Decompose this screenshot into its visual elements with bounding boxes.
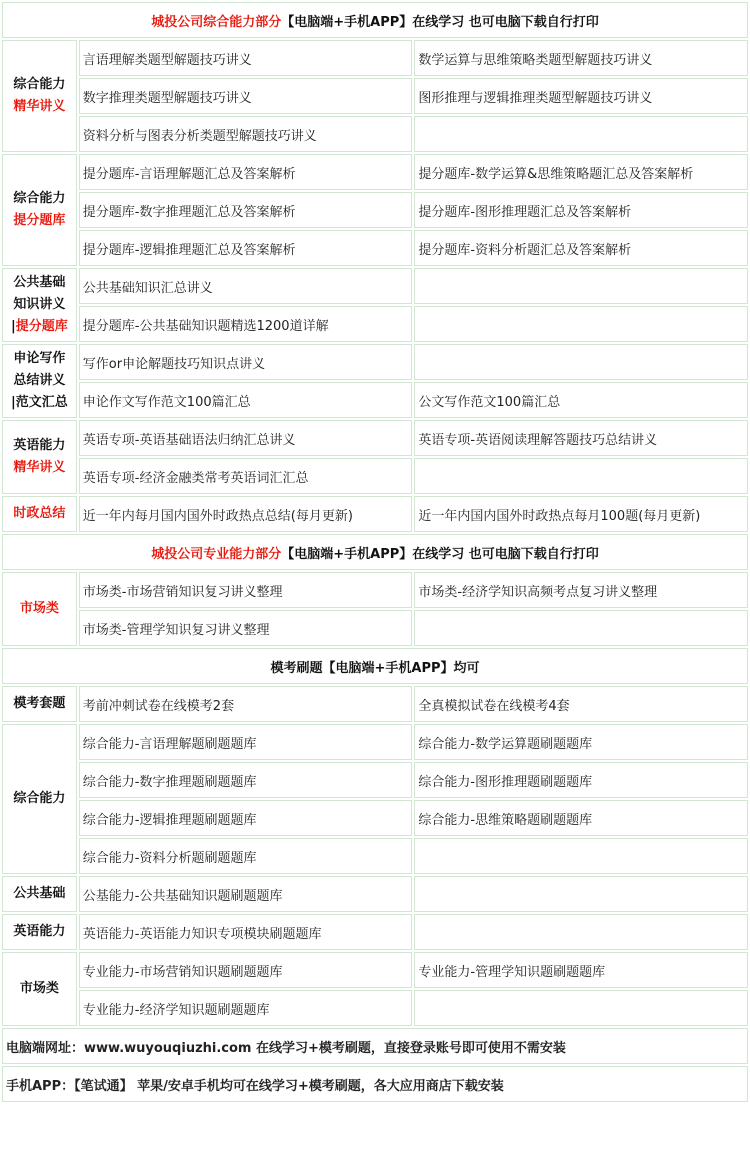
course-item[interactable]: 近一年内国内国外时政热点每月100题(每月更新): [414, 496, 748, 532]
category-label-text: 模考套题: [13, 696, 66, 711]
course-item[interactable]: 提分题库-图形推理题汇总及答案解析: [414, 192, 748, 228]
category-label-text: 提分题库: [13, 213, 66, 228]
table-row: [2, 230, 748, 266]
table-row: [2, 876, 748, 912]
table-row: [2, 78, 748, 114]
course-item[interactable]: 市场类-管理学知识复习讲义整理: [79, 610, 413, 646]
category-label-text: 总结讲义: [13, 373, 66, 388]
category-label: [2, 952, 77, 1026]
course-item[interactable]: 市场类-市场营销知识复习讲义整理: [79, 572, 413, 608]
empty-cell: [414, 306, 748, 342]
category-label: [2, 344, 77, 418]
category-label-text: |: [11, 319, 16, 334]
category-label: [2, 420, 77, 494]
course-item[interactable]: 综合能力-思维策略题刷题题库: [414, 800, 748, 836]
course-item[interactable]: 言语理解类题型解题技巧讲义: [79, 40, 413, 76]
category-label-text: 综合能力: [13, 791, 66, 806]
table-row: [2, 420, 748, 456]
course-item[interactable]: 提分题库-资料分析题汇总及答案解析: [414, 230, 748, 266]
table-row: [2, 724, 748, 760]
label-line: [6, 272, 73, 294]
course-item[interactable]: 综合能力-数字推理题刷题题库: [79, 762, 413, 798]
label-line: [6, 883, 73, 905]
empty-cell: [414, 876, 748, 912]
table-row: [2, 800, 748, 836]
table-row: [2, 382, 748, 418]
label-line: [6, 210, 73, 232]
table-row: [2, 154, 748, 190]
category-label-text: |范文汇总: [11, 395, 68, 410]
course-item[interactable]: 英语专项-经济金融类常考英语词汇汇总: [79, 458, 413, 494]
course-item[interactable]: 提分题库-公共基础知识题精选1200道详解: [79, 306, 413, 342]
category-label-text: 提分题库: [15, 319, 68, 334]
table-row: [2, 572, 748, 608]
course-item[interactable]: 资料分析与图表分析类题型解题技巧讲义: [79, 116, 413, 152]
course-item[interactable]: 市场类-经济学知识高频考点复习讲义整理: [414, 572, 748, 608]
empty-cell: [414, 914, 748, 950]
table-row: [2, 952, 748, 988]
course-item[interactable]: 专业能力-市场营销知识题刷题题库: [79, 952, 413, 988]
table-row: [2, 192, 748, 228]
section-header-mock-exam-row: [2, 648, 748, 684]
label-line: [6, 921, 73, 943]
course-item[interactable]: 公基能力-公共基础知识题刷题题库: [79, 876, 413, 912]
category-label: [2, 496, 77, 532]
category-label: [2, 914, 77, 950]
section-header-general-row: [2, 2, 748, 38]
empty-cell: [414, 344, 748, 380]
section-title-red: 城投公司综合能力部分: [151, 14, 282, 30]
empty-cell: [414, 610, 748, 646]
category-label: [2, 154, 77, 266]
table-row: [2, 838, 748, 874]
label-line: [6, 188, 73, 210]
section-header-professional: [2, 534, 748, 570]
category-label-text: 英语能力: [13, 924, 66, 939]
section-title-black: 【电脑端+手机APP】在线学习 也可电脑下载自行打印: [281, 546, 599, 562]
table-row: [2, 40, 748, 76]
footer-row: [2, 1066, 748, 1102]
table-row: [2, 344, 748, 380]
section-header-mock-exam: [2, 648, 748, 684]
label-line: [6, 457, 73, 479]
label-line: [6, 978, 73, 1000]
empty-cell: [414, 838, 748, 874]
section-title-black: 模考刷题【电脑端+手机APP】均可: [270, 660, 480, 676]
course-item[interactable]: 英语专项-英语阅读理解答题技巧总结讲义: [414, 420, 748, 456]
course-item[interactable]: 综合能力-逻辑推理题刷题题库: [79, 800, 413, 836]
course-item[interactable]: 申论作文写作范文100篇汇总: [79, 382, 413, 418]
footer-row: [2, 1028, 748, 1064]
course-item[interactable]: 综合能力-数学运算题刷题题库: [414, 724, 748, 760]
course-item[interactable]: 提分题库-数学运算&思维策略题汇总及答案解析: [414, 154, 748, 190]
course-item[interactable]: 综合能力-图形推理题刷题题库: [414, 762, 748, 798]
label-line: [6, 788, 73, 810]
category-label-text: 市场类: [19, 981, 59, 996]
label-line: [6, 316, 73, 338]
category-label-text: 综合能力: [13, 77, 66, 92]
course-item[interactable]: 全真模拟试卷在线模考4套: [414, 686, 748, 722]
course-item[interactable]: 提分题库-言语理解题汇总及答案解析: [79, 154, 413, 190]
course-item[interactable]: 英语专项-英语基础语法归纳汇总讲义: [79, 420, 413, 456]
empty-cell: [414, 990, 748, 1026]
course-item[interactable]: 专业能力-经济学知识题刷题题库: [79, 990, 413, 1026]
category-label-text: 公共基础: [13, 275, 66, 290]
label-line: [6, 435, 73, 457]
table-row: [2, 914, 748, 950]
course-item[interactable]: 近一年内每月国内国外时政热点总结(每月更新): [79, 496, 413, 532]
category-label-text: 精华讲义: [13, 460, 66, 475]
course-table-body: [2, 2, 748, 1102]
table-row: [2, 268, 748, 304]
empty-cell: [414, 268, 748, 304]
section-header-professional-row: [2, 534, 748, 570]
category-label: [2, 40, 77, 152]
course-item[interactable]: 写作or申论解题技巧知识点讲义: [79, 344, 413, 380]
category-label: [2, 268, 77, 342]
footer-app-info: 手机APP：【笔试通】 苹果/安卓手机均可在线学习+模考刷题，各大应用商店下载安装: [2, 1066, 748, 1102]
course-item[interactable]: 英语能力-英语能力知识专项模块刷题题库: [79, 914, 413, 950]
table-row: [2, 762, 748, 798]
category-label: [2, 686, 77, 722]
table-row: [2, 686, 748, 722]
label-line: [6, 370, 73, 392]
course-item[interactable]: 综合能力-资料分析题刷题题库: [79, 838, 413, 874]
category-label-text: 英语能力: [13, 438, 66, 453]
label-line: [6, 96, 73, 118]
table-row: [2, 990, 748, 1026]
table-row: [2, 610, 748, 646]
category-label-text: 时政总结: [13, 506, 66, 521]
course-item[interactable]: 提分题库-数字推理题汇总及答案解析: [79, 192, 413, 228]
category-label: [2, 876, 77, 912]
course-item[interactable]: 图形推理与逻辑推理类题型解题技巧讲义: [414, 78, 748, 114]
table-row: [2, 496, 748, 532]
footer-web-info: 电脑端网址：www.wuyouqiuzhi.com 在线学习+模考刷题，直接登录账号即可使用不需安装: [2, 1028, 748, 1064]
label-line: [6, 693, 73, 715]
label-line: [6, 598, 73, 620]
section-header-general: [2, 2, 748, 38]
category-label-text: 综合能力: [13, 191, 66, 206]
section-title-red: 城投公司专业能力部分: [151, 546, 282, 562]
course-item[interactable]: 公共基础知识汇总讲义: [79, 268, 413, 304]
category-label-text: 申论写作: [13, 351, 66, 366]
table-row: [2, 458, 748, 494]
label-line: [6, 74, 73, 96]
label-line: [6, 294, 73, 316]
empty-cell: [414, 116, 748, 152]
category-label: [2, 572, 77, 646]
course-item[interactable]: 数学运算与思维策略类题型解题技巧讲义: [414, 40, 748, 76]
category-label-text: 知识讲义: [13, 297, 66, 312]
category-label-text: 精华讲义: [13, 99, 66, 114]
label-line: [6, 392, 73, 414]
empty-cell: [414, 458, 748, 494]
section-title-black: 【电脑端+手机APP】在线学习 也可电脑下载自行打印: [281, 14, 599, 30]
category-label-text: 公共基础: [13, 886, 66, 901]
course-item[interactable]: 公文写作范文100篇汇总: [414, 382, 748, 418]
course-item[interactable]: 考前冲刺试卷在线模考2套: [79, 686, 413, 722]
label-line: [6, 503, 73, 525]
category-label-text: 市场类: [19, 601, 59, 616]
course-item[interactable]: 综合能力-言语理解题刷题题库: [79, 724, 413, 760]
label-line: [6, 348, 73, 370]
table-row: [2, 116, 748, 152]
course-item[interactable]: 提分题库-逻辑推理题汇总及答案解析: [79, 230, 413, 266]
course-item[interactable]: 数字推理类题型解题技巧讲义: [79, 78, 413, 114]
table-row: [2, 306, 748, 342]
category-label: [2, 724, 77, 874]
course-item[interactable]: 专业能力-管理学知识题刷题题库: [414, 952, 748, 988]
